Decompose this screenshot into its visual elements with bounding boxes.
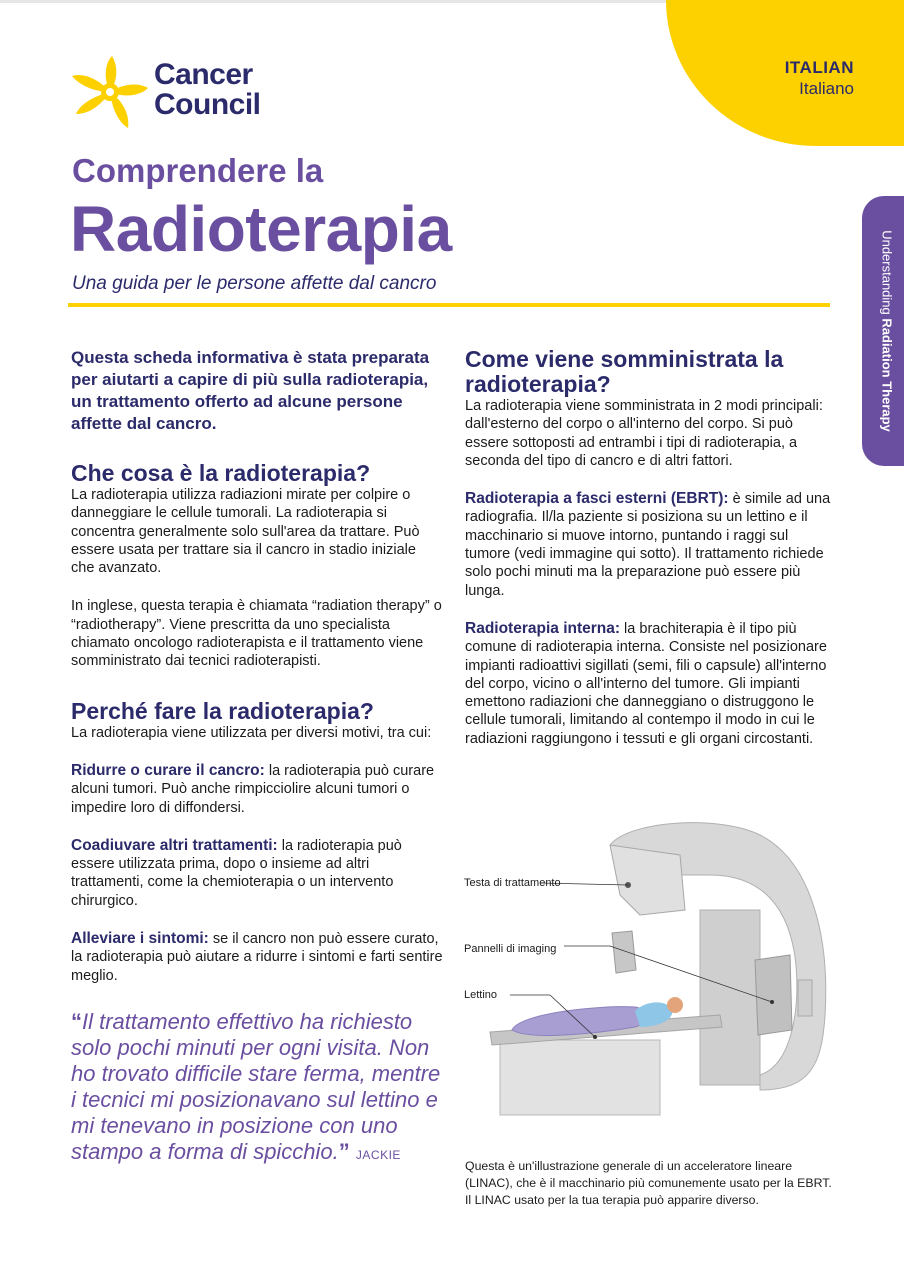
quote-open-mark: “ <box>71 1008 82 1034</box>
quote-close-mark: ” <box>338 1138 350 1164</box>
leader-dot-panel <box>770 1000 774 1004</box>
what-paragraph-1: La radioterapia utilizza radiazioni mirate per colpire o danneggiare le cellule tumorali. La radioterapia si concentra generalmente solo sull'area da trattare. Può essere usata per trattare sia il cancro in stadio iniziale che avanzato. <box>71 487 420 577</box>
language-english: ITALIAN <box>784 58 854 77</box>
internal-lead: Radioterapia interna: <box>465 619 621 637</box>
imaging-panel-left <box>612 931 636 973</box>
reason-support <box>71 837 443 910</box>
ebrt-lead: Radioterapia a fasci esterni (EBRT): <box>465 490 729 508</box>
leader-dot-couch <box>593 1035 597 1039</box>
page-title: Radioterapia <box>70 193 452 265</box>
quote-author: JACKIE <box>355 1147 401 1162</box>
ebrt-paragraph <box>465 490 837 600</box>
label-couch: Lettino <box>464 989 498 1001</box>
ebrt-text: è simile ad una radiografia. Il/la paziente si posiziona su un lettino e il macchinario si muove intorno, puntando i raggi sul tumore (vedi immagine qui sotto). Il trattamento richiede solo pochi minuti ma la preparazione può essere più lunga. <box>465 491 831 599</box>
brand-line-2: Council <box>154 88 261 121</box>
page-subtitle: Una guida per le persone affette dal cancro <box>72 273 437 294</box>
reason-support-text: la radioterapia può essere utilizzata prima, dopo o insieme ad altri trattamenti, come la chemioterapia o un intervento chirurgico. <box>71 837 402 909</box>
brand-line-1: Cancer <box>154 58 253 91</box>
section-heading-what: Che cosa è la radioterapia? <box>71 460 371 486</box>
intro-paragraph: Questa scheda informativa è stata preparata per aiutarti a capire di più sulla radioterapia, un trattamento offerto ad alcune persone affette dal cancro. <box>71 348 430 433</box>
reason-cure-text: la radioterapia può curare alcuni tumori. Può anche rimpicciolire alcuni tumori o impedire loro di diffondersi. <box>71 762 435 816</box>
side-tab-label <box>880 230 895 432</box>
brand-wordmark <box>154 60 261 120</box>
label-imaging-panels: Pannelli di imaging <box>464 943 557 955</box>
illustration-caption: Questa è un'illustrazione generale di un acceleratore lineare (LINAC), che è il macchinario più comunemente usato per la EBRT. Il LINAC usato per la tua terapia può apparire diverso. <box>465 1159 832 1207</box>
reason-symptoms-text: se il cancro non può essere curato, la radioterapia può aiutare a ridurre i sintomi e farti sentire meglio. <box>71 931 443 984</box>
linac-illustration <box>460 815 840 1135</box>
patient-head <box>667 997 683 1013</box>
left-column <box>71 347 443 1168</box>
how-paragraph: La radioterapia viene somministrata in 2 modi principali: dall'esterno del corpo o all'interno del corpo. Si può essere sottoposti ad entrambi i tipi di radioterapia, a seconda del tipo di cancro e di altri fattori. <box>465 398 823 469</box>
side-tab-prefix: Understanding <box>879 230 895 315</box>
what-paragraph-2: In inglese, questa terapia è chiamata “radiation therapy” o “radiotherapy”. Viene prescritta da uno specialista chiamato oncologo radioterapista e il trattamento viene somministrato dai tecnici radioterapisti. <box>71 598 442 670</box>
why-paragraph: La radioterapia viene utilizzata per diversi motivi, tra cui: <box>71 724 432 741</box>
gantry-column <box>700 910 760 1085</box>
reason-cure-lead: Ridurre o curare il cancro: <box>71 761 265 779</box>
section-heading-how: Come viene somministrata la radioterapia? <box>465 346 784 397</box>
internal-paragraph <box>465 620 837 748</box>
right-column <box>465 347 837 768</box>
side-tab-strong: Radiation Therapy <box>879 318 895 432</box>
title-kicker: Comprendere la <box>72 152 324 189</box>
patient-quote <box>71 1009 443 1168</box>
reason-cure <box>71 762 443 817</box>
language-native: Italiano <box>799 79 854 98</box>
section-heading-why: Perché fare la radioterapia? <box>71 697 374 724</box>
reason-symptoms <box>71 930 443 985</box>
title-divider <box>68 303 830 307</box>
couch-base <box>500 1040 660 1115</box>
reason-symptoms-lead: Alleviare i sintomi: <box>71 930 209 948</box>
label-treatment-head: Testa di trattamento <box>464 877 561 889</box>
panel-mount <box>798 980 812 1016</box>
language-label <box>785 58 854 99</box>
imaging-panel-right <box>755 955 792 1035</box>
daffodil-logo-icon <box>68 52 152 136</box>
reason-support-lead: Coadiuvare altri trattamenti: <box>71 836 278 854</box>
treatment-head <box>610 845 685 915</box>
quote-text: Il trattamento effettivo ha richiesto solo pochi minuti per ogni visita. Non ho trovato difficile stare ferma, mentre i tecnici mi posizionavano sul lettino e mi tenevano in posizione con uno stampo a forma di spicchio. <box>71 1008 441 1164</box>
internal-text: la brachiterapia è il tipo più comune di radioterapia interna. Consiste nel posizionare impianti radioattivi sigillati (semi, fili o capsule) all'interno del corpo, vicino o all'interno del tumore. Gli impianti emettono radiazioni che danneggiano o distruggono le cellule tumorali, limitando al contempo il modo in cui le radiazioni raggiungono i tessuti e gli organi circostanti. <box>465 620 827 747</box>
